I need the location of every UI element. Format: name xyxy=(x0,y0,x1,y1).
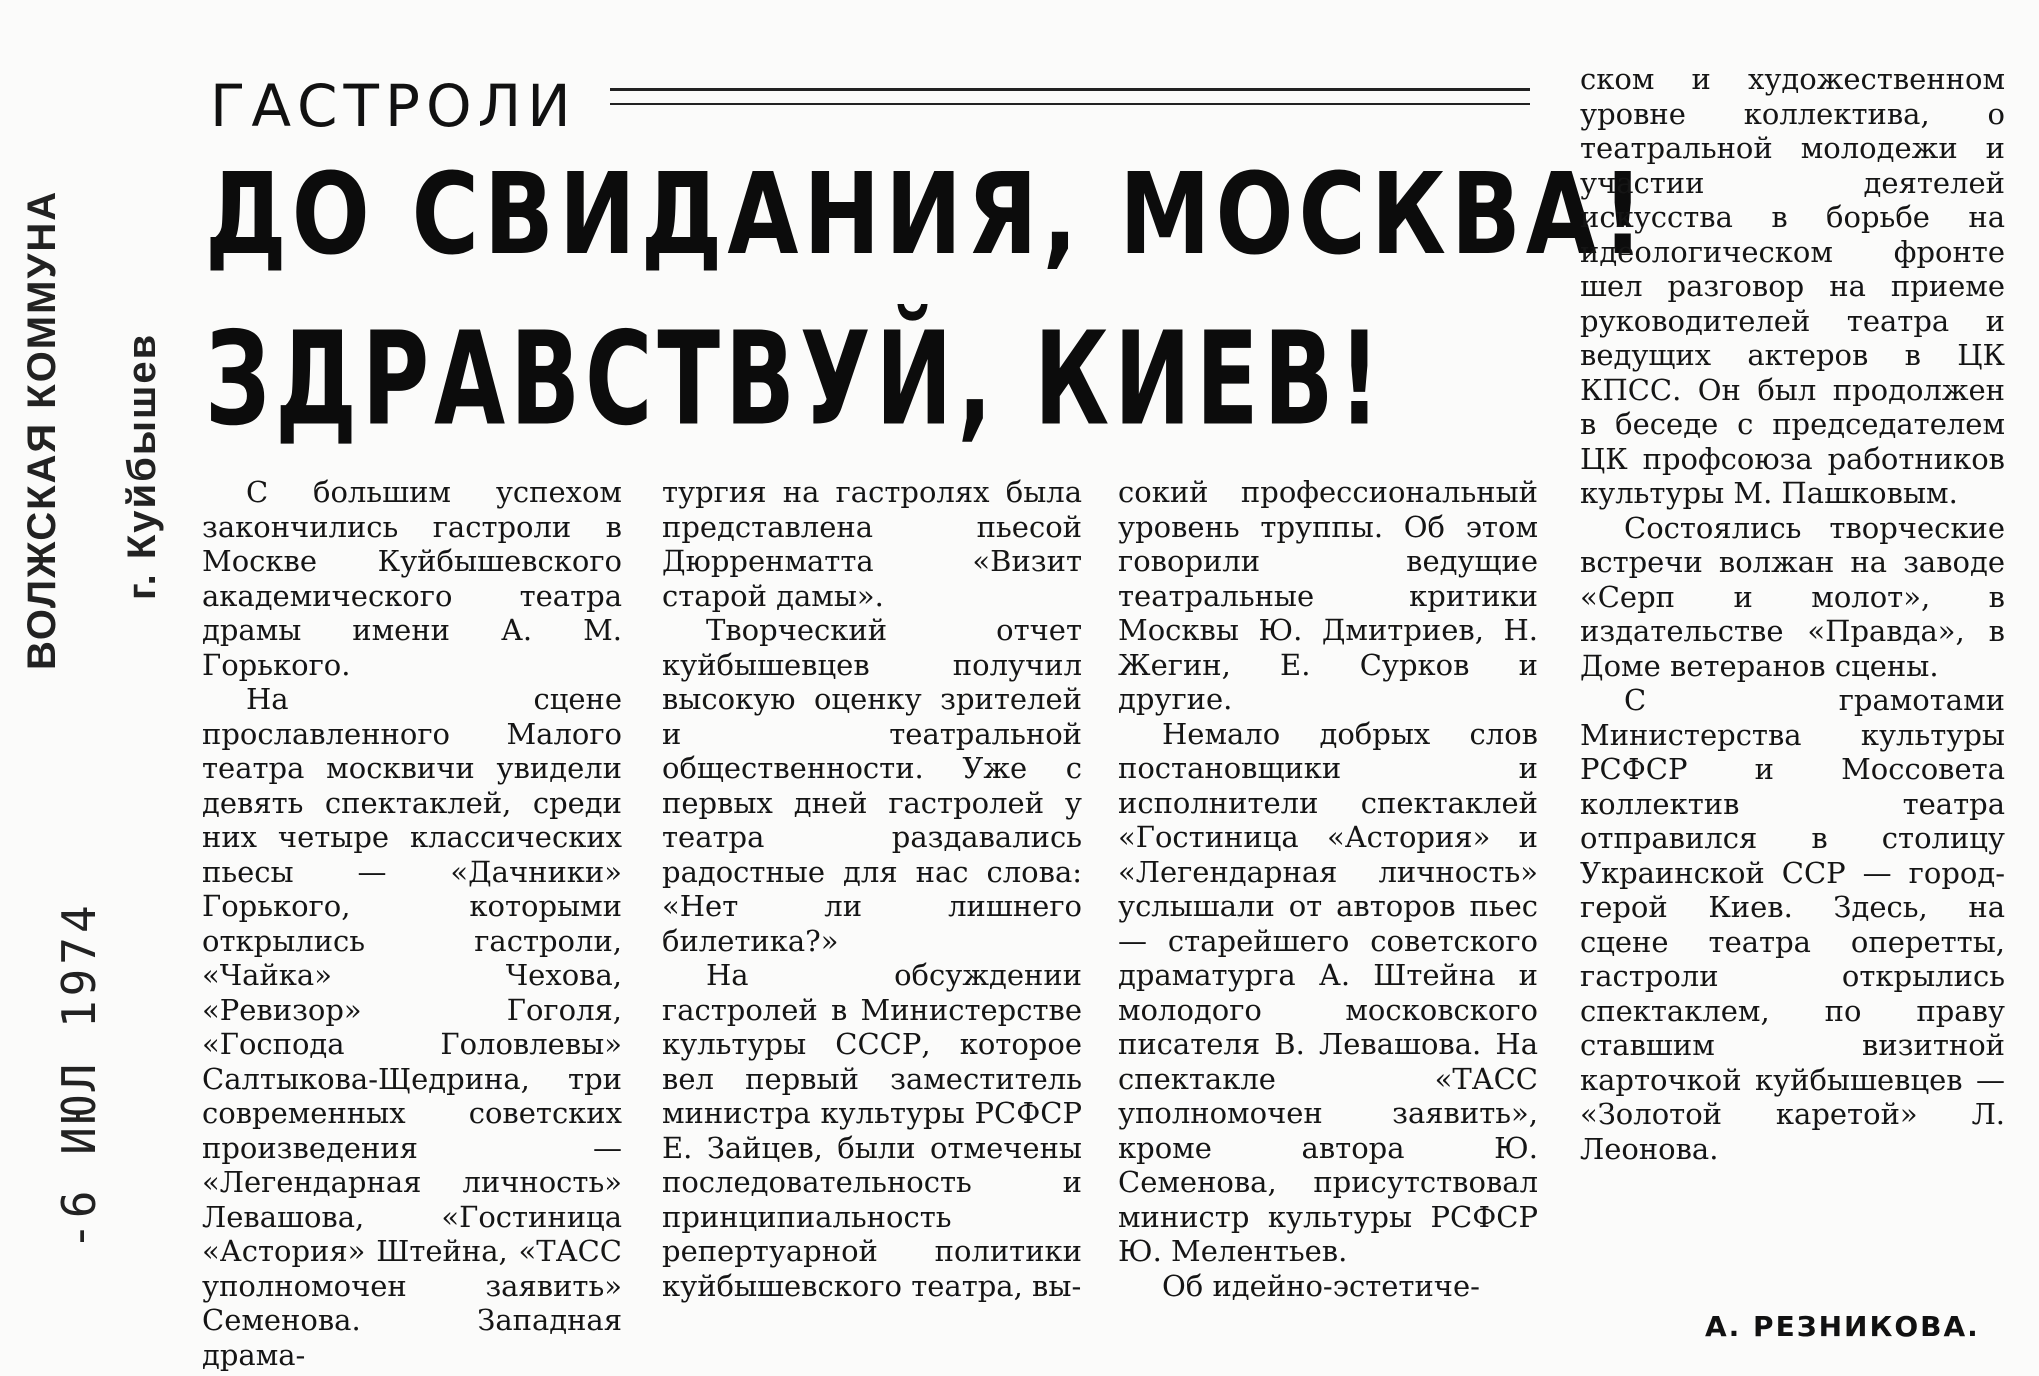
article-paragraph: С большим успехом закончились гастроли в Москве Куйбышевского академического театра драмы имени А. М. Горького. xyxy=(202,475,622,682)
rubric-rule xyxy=(610,88,1530,105)
headline-line-2: ЗДРАВСТВУЙ, КИЕВ! xyxy=(205,305,1386,455)
article-paragraph: Творческий отчет куйбышевцев получил высокую оценку зрителей и театральной общественности. Уже с первых дней гастролей у театра раздавались радостные для нас слова: «Нет ли лишнего билетика?» xyxy=(662,613,1082,958)
article-paragraph: С грамотами Министерства культуры РСФСР и Моссовета коллектив театра отправился в столицу Украинской ССР — город-герой Киев. Здесь, на сцене театра оперетты, гастроли открылись спектаклем, по праву ставшим визитной карточкой куйбышевцев — «Золотой каретой» Л. Леонова. xyxy=(1580,683,2005,1166)
rubric-label: ГАСТРОЛИ xyxy=(210,72,577,140)
article-column-1 xyxy=(202,475,622,1372)
article-column-4 xyxy=(1580,62,2005,1166)
article-column-2 xyxy=(662,475,1082,1303)
date-stamp: -6 ИЮЛ 1974 xyxy=(52,901,106,1250)
article-column-3 xyxy=(1118,475,1538,1303)
author-signature: А. РЕЗНИКОВА. xyxy=(1705,1310,1980,1343)
article-paragraph: На сцене прославленного Малого театра москвичи увидели девять спектаклей, среди них четыре классических пьесы — «Дачники» Горького, которыми открылись гастроли, «Чайка» Чехова, «Ревизор» Гоголя, «Господа Головлевы» Салтыкова-Щедрина, три современных советских произведения — «Легендарная личность» Левашова, «Гостиница «Астория» Штейна, «ТАСС уполномочен заявить» Семенова. Западная драма- xyxy=(202,682,622,1372)
article-paragraph: Немало добрых слов постановщики и исполнители спектаклей «Гостиница «Астория» и «Легендарная личность» услышали от авторов пьес — старейшего советского драматурга А. Штейна и молодого московского писателя В. Левашова. На спектакле «ТАСС уполномочен заявить», кроме автора Ю. Семенова, присутствовал министр культуры РСФСР Ю. Мелентьев. xyxy=(1118,716,1538,1268)
newspaper-name-stamp: ВОЛЖСКАЯ КОММУНА xyxy=(20,189,64,670)
article-paragraph: тургия на гастролях была представлена пьесой Дюрренматта «Визит старой дамы». xyxy=(662,475,1082,613)
city-stamp: г. Куйбышев xyxy=(120,332,164,600)
article-paragraph: Состоялись творческие встречи волжан на заводе «Серп и молот», в издательстве «Правда», в Доме ветеранов сцены. xyxy=(1580,510,2005,683)
article-paragraph: сокий профессиональный уровень труппы. Об этом говорили ведущие театральные критики Москвы Ю. Дмитриев, Н. Жегин, Е. Сурков и другие. xyxy=(1118,475,1538,716)
article-paragraph: На обсуждении гастролей в Министерстве культуры СССР, которое вел первый заместитель министра культуры РСФСР Е. Зайцев, были отмечены последовательность и принципиальность репертуарной политики куйбышевского театра, вы- xyxy=(662,958,1082,1303)
article-paragraph: ском и художественном уровне коллектива, о театральной молодежи и участии деятелей искусства в борьбе на идеологическом фронте шел разговор на приеме руководителей театра и ведущих актеров в ЦК КПСС. Он был продолжен в беседе с председателем ЦК профсоюза работников культуры М. Пашковым. xyxy=(1580,62,2005,510)
headline-line-1: ДО СВИДАНИЯ, МОСКВА! xyxy=(205,150,1649,280)
article-paragraph: Об идейно-эстетиче- xyxy=(1162,1268,1480,1303)
